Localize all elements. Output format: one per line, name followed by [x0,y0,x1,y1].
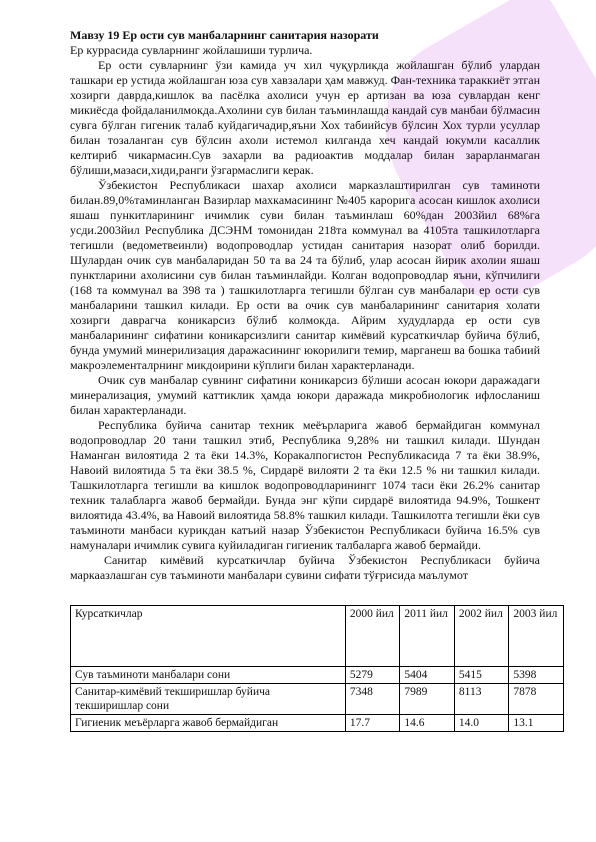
table-header-cell: 2002 йил [454,606,509,667]
table-cell: Гигиеник меъёрларга жавоб бермайдиган [71,715,346,732]
table-cell: 5404 [400,667,455,684]
table-cell: 14.6 [400,715,455,732]
table-row [71,684,564,715]
document-page [70,28,558,732]
page-subtitle: Ер куррасида сувларнинг жойлашиши турлича. [70,43,313,57]
table-cell: 7878 [509,684,564,715]
paragraph-5: Санитар кимёвий курсаткичлар буйича Ўзбекистон Республикаси буйича маркаазлашган сув таъминоти манбалари сувини сифати тўғрисида маълумот [70,553,540,582]
paragraph-3: Очик сув манбалар сувнинг сифатини коникарсиз бўлиши асосан юкори даражадаги минерализация, умумий каттиклик ҳамда юкори даражада микробиологик ифлосланиш билан характерланади. [70,373,540,417]
data-table [70,605,564,732]
table-cell: Сув таъминоти манбалари сони [71,667,346,684]
paragraph-2: Ўзбекистон Республикаси шахар ахолиси марказлаштирилган сув таминоти билан.89,0%таминланган Вазирлар махкамасининг №405 карорига асосан кишлок ахолиси яшаш пункитларининг ичимлик суви билан таъминлаш 60%дан 2003йил 68%га усди.2003йил Республика ДСЭНМ томонидан 218та коммунал ва 4105та ташкилотларга тегишли (ведометвеинли) водопроводлар устидан санитария назорат олиб борилди. Шулардан очик сув манбаларидан 50 та ва 24 та бўлиб, улар асосан йирик ахолии яшаш пунктларини ахолисини сув билан таъминлайди. Колган водопроводлар яъни, кўпчилиги (168 та коммунал ва 398 та ) ташкилотларга тегишли бўлган сув манбалари ер ости сув манбаларини ташкил килади. Ер ости ва очик сув манбаларининг санитария холати хозирги даврагча коникарсиз бўлиб колмокда. Айрим худудларда ер ости сув манбаларининг сифатини коникарсизлиги санитар кимёвий курсаткичлар буйича бўлиб, бунда умумий минерилизация даражасининг юкорилиги темир, марганеш ва бошка табиий макроэлементалрнинг микдоирини кўплиги билан характерланади. [70,178,540,372]
data-table-wrapper [70,605,558,732]
paragraph-1: Ер ости сувларнинг ўзи камида уч хил чуқурликда жойлашган бўлиб улардан ташкари ер устида жойлашган юза сув хавзалари ҳам мавжуд. Фан-техника тараккиёт этган хозирги даврда,кишлок ва пасёлка ахолиси учун ер артизан ва юза сувлардан кенг микиёсда фойдаланилмокда.Ахолини сув билан таъминлашда кандай сув манбаи бўлмасин сувга бўлган гигеник талаб куйдагичадир,яъни Хох табиийсув бўлсин Хох турли усуллар билан тозаланган сув бўлсин ахоли истемол килганда хеч кандай юкумли касаллик келтириб чикармасин.Сув захарли ва радиоактив моддалар билан зарарланмаган бўлиши,мазаси,хиди,ранги ўзгармаслиги керак. [70,58,540,177]
table-header-row [71,606,564,667]
table-header-cell: 2000 йил [345,606,400,667]
table-cell: 13.1 [509,715,564,732]
table-header-cell: 2003 йил [509,606,564,667]
table-cell: 5415 [454,667,509,684]
table-row [71,667,564,684]
table-cell: 5398 [509,667,564,684]
table-cell: Санитар-кимёвий текширишлар буйича текширишлар сони [71,684,346,715]
table-row [71,715,564,732]
table-cell: 5279 [345,667,400,684]
table-header-cell: Курсаткичлар [71,606,346,667]
table-cell: 8113 [454,684,509,715]
table-cell: 7989 [400,684,455,715]
page-title: Мавзу 19 Ер ости сув манбаларнинг санитария назорати [70,28,379,42]
table-header-cell: 2011 йил [400,606,455,667]
paragraph-4: Республика буйича санитар техник меёърларига жавоб бермайдиган коммунал водопроводлар 20 тани ташкил этиб, Республика 9,28% ни ташкил килади. Шундан Наманган вилоятида 2 та ёки 14.3%, Коракалпогистон Республикасида 7 та ёки 38.9%, Навоий вилоятида 5 та ёки 38.5 %, Сирдарё вилояти 2 та ёки 12.5 % ни ташкил килади. Ташкилотларга тегишли ва кишлок водопроводларинингг 1074 таси ёки 26.2% санитар техник талабларга жавоб бермайди. Бунда энг кўпи сирдарё вилоятида 94.9%, Тошкент вилоятида 43.4%, ва Навоий вилоятида 58.8% ташкил килади. Ташкилотга тегишли ёки сув таъминоти манбаси курикдан катъий назар Ўзбекистон Республикаси буйича 16.5% сув намуналари ичимлик сувига куйиладиган гигиеник талбаларга жавоб бермайди. [70,418,540,552]
table-cell: 7348 [345,684,400,715]
table-cell: 14.0 [454,715,509,732]
table-cell: 17.7 [345,715,400,732]
